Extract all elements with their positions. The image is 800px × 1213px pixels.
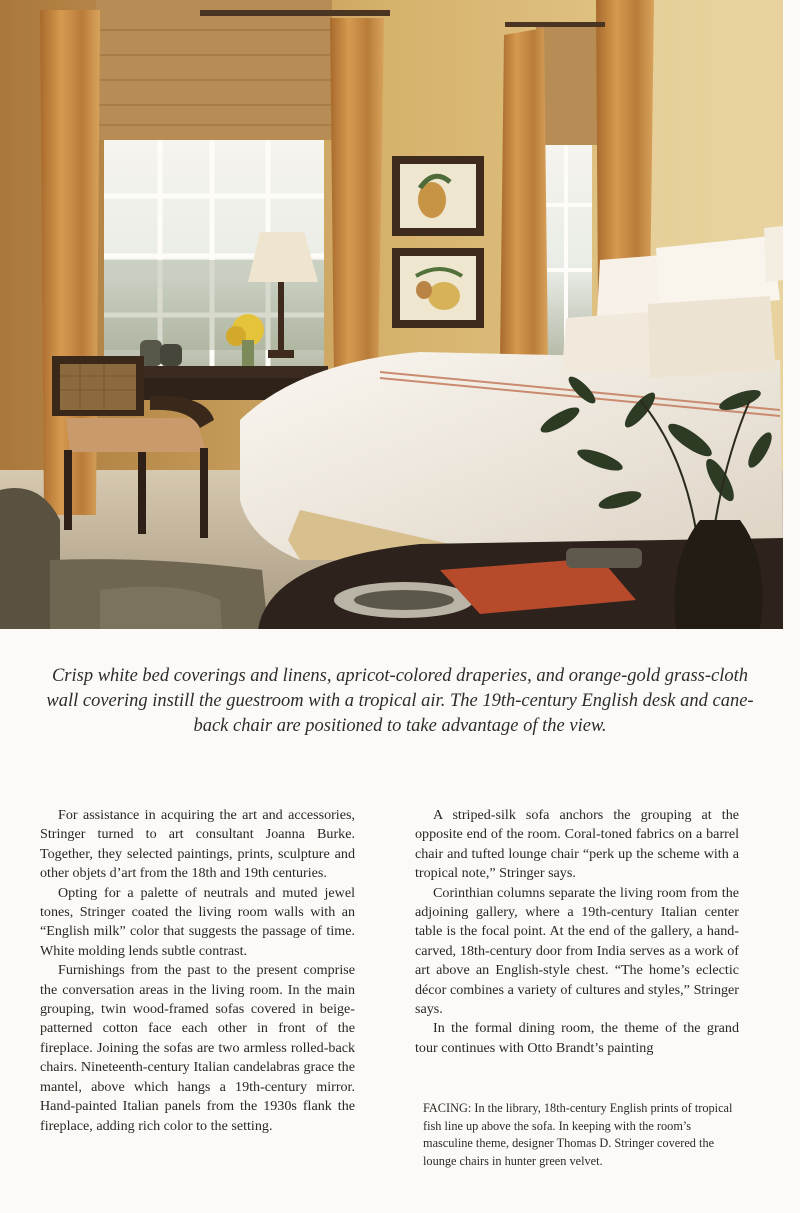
facing-caption: FACING: In the library, 18th-century English prints of tropical fish line up above the sofa. In keeping with the room’s masculine theme, designer Thomas D. Stringer covered the lounge chairs in hunter green velvet. xyxy=(423,1101,733,1168)
article-paragraph: A striped-silk sofa anchors the grouping at the opposite end of the room. Coral-toned fabrics on a barrel chair and tufted lounge chair “perk up the scheme with a tropical note,” Stringer says. xyxy=(415,807,739,882)
article-paragraph: In the formal dining room, the theme of the grand tour continues with Otto Brandt’s painting xyxy=(415,1020,739,1056)
article-left-column xyxy=(40,806,355,1136)
article-paragraph: Furnishings from the past to the present comprise the conversation areas in the living room. In the main grouping, twin wood-framed sofas covered in beige-patterned cotton face each other in front of the fireplace. Joining the sofas are two armless rolled-back chairs. Nineteenth-century Italian candelabras grace the mantel, above which hangs a 19th-century mirror. Hand-painted Italian panels from the 1930s flank the fireplace, adding rich color to the setting. xyxy=(40,962,355,1134)
article-paragraph: For assistance in acquiring the art and accessories, Stringer turned to art consultant Joanna Burke. Together, they selected paintings, prints, sculpture and other objets d’art from the 18th and 19th centuries. xyxy=(40,807,355,882)
article-paragraph: Corinthian columns separate the living room from the adjoining gallery, where a 19th-century Italian center table is the focal point. At the end of the gallery, a hand-carved, 18th-century door from India serves as a work of art above an English-style chest. “The home’s eclectic décor combines a variety of cultures and styles,” Stringer says. xyxy=(415,884,739,1018)
photo-caption: Crisp white bed coverings and linens, apricot-colored draperies, and orange-gold grass-cloth wall covering instill the guestroom with a tropical air. The 19th-century English desk and cane-back chair are positioned to take advantage of the view. xyxy=(46,666,754,736)
article-paragraph: Opting for a palette of neutrals and muted jewel tones, Stringer coated the living room walls with an “English milk” color that suggests the passage of time. White molding lends subtle contrast. xyxy=(40,884,355,959)
article-right-column xyxy=(415,806,739,1058)
